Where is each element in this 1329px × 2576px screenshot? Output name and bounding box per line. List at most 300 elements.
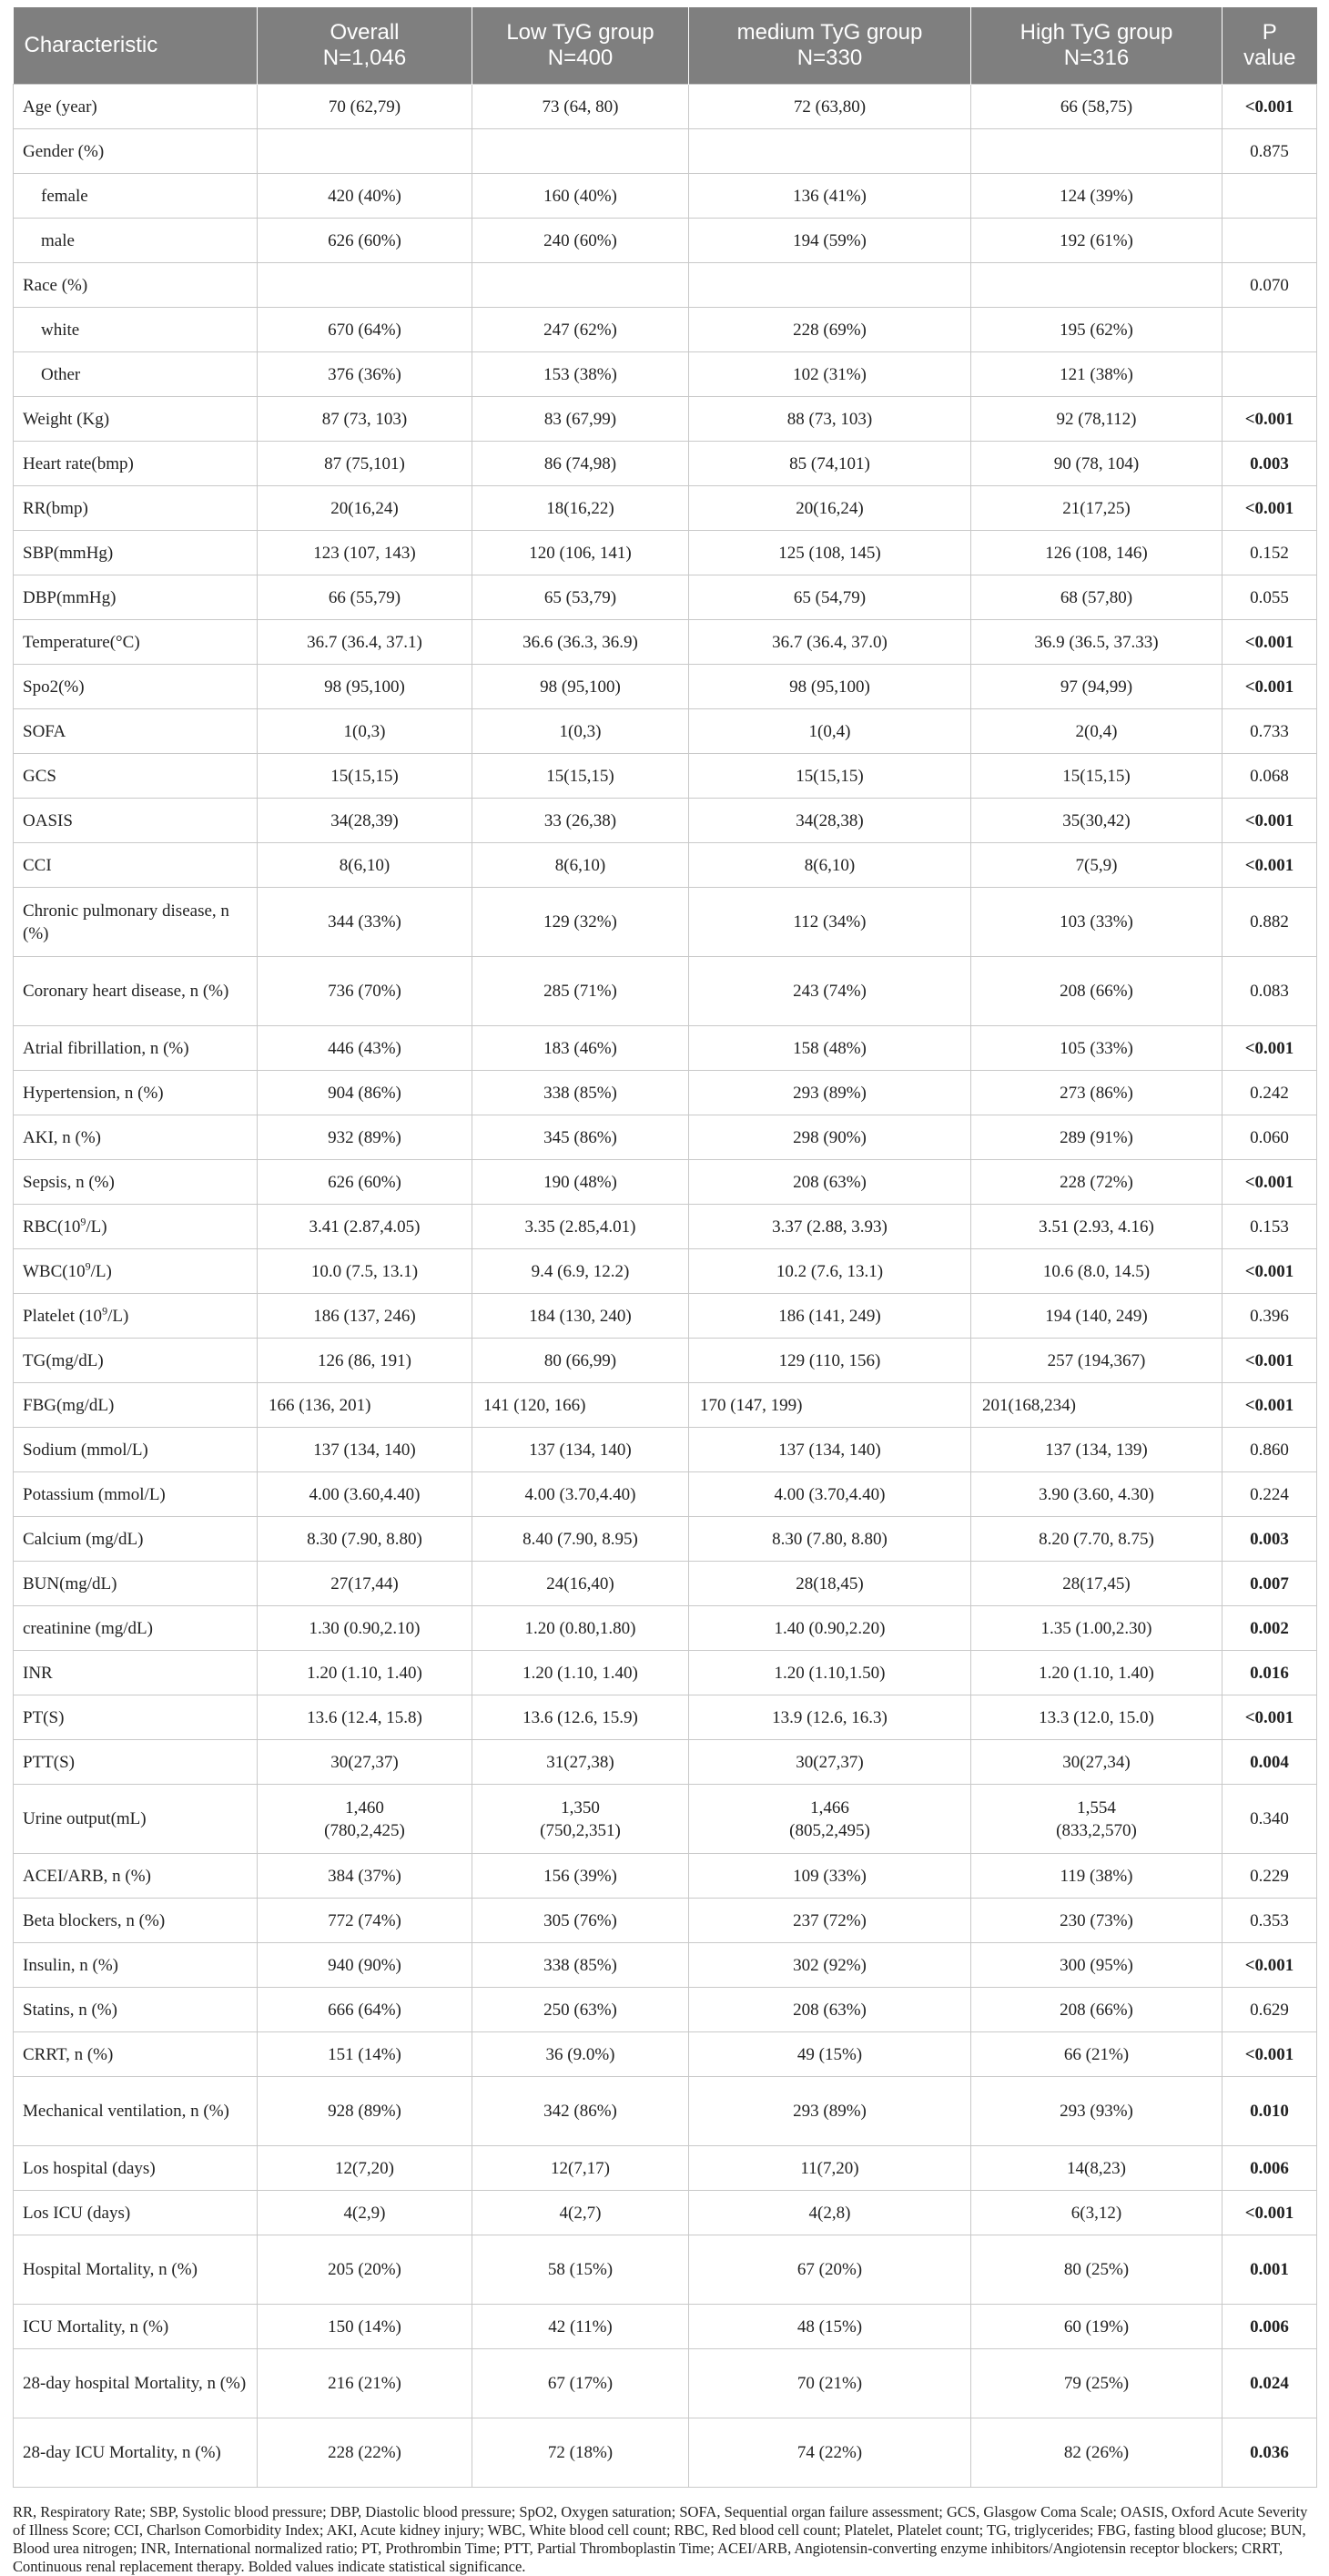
cell-value: 36.9 (36.5, 37.33) [971, 620, 1222, 665]
cell-value: 123 (107, 143) [258, 531, 472, 575]
cell-value: 186 (137, 246) [258, 1294, 472, 1339]
p-value-cell: <0.001 [1222, 486, 1317, 531]
table-row [14, 1562, 1317, 1606]
p-value-cell: <0.001 [1222, 665, 1317, 709]
cell-value: 736 (70%) [258, 957, 472, 1026]
table-row [14, 1383, 1317, 1428]
cell-value: 30(27,34) [971, 1740, 1222, 1785]
cell-value: 30(27,37) [689, 1740, 971, 1785]
cell-value: 109 (33%) [689, 1854, 971, 1899]
row-label: female [14, 174, 258, 219]
row-label: PTT(S) [14, 1740, 258, 1785]
cell-value: 67 (20%) [689, 2235, 971, 2305]
cell-value: 2(0,4) [971, 709, 1222, 754]
row-label: Insulin, n (%) [14, 1943, 258, 1988]
table-row [14, 1988, 1317, 2032]
cell-value: 8.20 (7.70, 8.75) [971, 1517, 1222, 1562]
row-label: CCI [14, 843, 258, 888]
cell-value: 345 (86%) [472, 1115, 689, 1160]
cell-value: 79 (25%) [971, 2349, 1222, 2418]
cell-value: 216 (21%) [258, 2349, 472, 2418]
cell-value: 1(0,3) [258, 709, 472, 754]
cell-value: 80 (66,99) [472, 1339, 689, 1383]
table-row [14, 888, 1317, 957]
cell-value: 87 (75,101) [258, 442, 472, 486]
cell-value: 4(2,9) [258, 2191, 472, 2235]
cell-value: 80 (25%) [971, 2235, 1222, 2305]
row-label: GCS [14, 754, 258, 799]
p-value-cell: 0.153 [1222, 1205, 1317, 1249]
row-label: AKI, n (%) [14, 1115, 258, 1160]
cell-value: 338 (85%) [472, 1071, 689, 1115]
row-label: Atrial fibrillation, n (%) [14, 1026, 258, 1071]
cell-value: 208 (66%) [971, 1988, 1222, 2032]
row-label: Hypertension, n (%) [14, 1071, 258, 1115]
table-row [14, 1695, 1317, 1740]
cell-value: 70 (62,79) [258, 85, 472, 129]
p-value-cell: 0.224 [1222, 1472, 1317, 1517]
row-label: Mechanical ventilation, n (%) [14, 2077, 258, 2146]
cell-value: 125 (108, 145) [689, 531, 971, 575]
p-value-cell [1222, 219, 1317, 263]
row-label: BUN(mg/dL) [14, 1562, 258, 1606]
p-value-cell: 0.152 [1222, 531, 1317, 575]
row-label: Coronary heart disease, n (%) [14, 957, 258, 1026]
cell-value: 119 (38%) [971, 1854, 1222, 1899]
cell-value: 1.35 (1.00,2.30) [971, 1606, 1222, 1651]
table-row [14, 1651, 1317, 1695]
cell-value: 201(168,234) [971, 1383, 1222, 1428]
header-high-tyg: High TyG group N=316 [971, 7, 1222, 85]
table-row [14, 2146, 1317, 2191]
cell-value: 4(2,7) [472, 2191, 689, 2235]
table-footnote: RR, Respiratory Rate; SBP, Systolic blood pressure; DBP, Diastolic blood pressure; SpO2, Oxygen saturation; SOFA, Sequential organ failure assessment; GCS, Glasgow Coma Scale; OASIS, Oxford Acute Severity of Illness Score; CCI, Charlson Comorbidity Index; AKI, Acute kidney injury; WBC, White blood cell count; RBC, Red blood cell count; Platelet, Platelet count; TG, triglycerides; FBG, fasting blood glucose; BUN, Blood urea nitrogen; INR, International normalized ratio; PT, Prothrombin Time; PTT, Partial Thromboplastin Time; ACEI/ARB, Angiotensin-converting enzyme inhibitors/Angiotensin receptor blockers; CRRT, Continuous renal replacement therapy. Bolded values indicate statistical significance. [13, 2503, 1308, 2575]
cell-value: 65 (53,79) [472, 575, 689, 620]
p-value-cell: 0.016 [1222, 1651, 1317, 1695]
cell-value: 36.7 (36.4, 37.0) [689, 620, 971, 665]
cell-value: 126 (86, 191) [258, 1339, 472, 1383]
cell-value: 10.2 (7.6, 13.1) [689, 1249, 971, 1294]
p-value-cell: 0.083 [1222, 957, 1317, 1026]
row-label: Chronic pulmonary disease, n (%) [14, 888, 258, 957]
cell-value: 192 (61%) [971, 219, 1222, 263]
table-row [14, 1740, 1317, 1785]
cell-value: 305 (76%) [472, 1899, 689, 1943]
table-row [14, 2032, 1317, 2077]
cell-value: 205 (20%) [258, 2235, 472, 2305]
table-row [14, 352, 1317, 397]
cell-value: 904 (86%) [258, 1071, 472, 1115]
p-value-cell: 0.002 [1222, 1606, 1317, 1651]
cell-value [258, 263, 472, 308]
table-row [14, 1428, 1317, 1472]
p-value-cell [1222, 352, 1317, 397]
cell-value: 60 (19%) [971, 2305, 1222, 2349]
p-value-cell: 0.860 [1222, 1428, 1317, 1472]
row-label: CRRT, n (%) [14, 2032, 258, 2077]
row-label: Urine output(mL) [14, 1785, 258, 1854]
p-value-cell: 0.060 [1222, 1115, 1317, 1160]
cell-value: 87 (73, 103) [258, 397, 472, 442]
table-row [14, 2191, 1317, 2235]
row-label: OASIS [14, 799, 258, 843]
cell-value: 72 (18%) [472, 2418, 689, 2488]
cell-value: 151 (14%) [258, 2032, 472, 2077]
cell-value: 160 (40%) [472, 174, 689, 219]
cell-value: 13.6 (12.6, 15.9) [472, 1695, 689, 1740]
cell-value: 626 (60%) [258, 219, 472, 263]
p-value-cell: <0.001 [1222, 1249, 1317, 1294]
cell-value: 4(2,8) [689, 2191, 971, 2235]
cell-value: 67 (17%) [472, 2349, 689, 2418]
table-row [14, 1943, 1317, 1988]
baseline-characteristics-table [13, 7, 1316, 2488]
cell-value: 8(6,10) [472, 843, 689, 888]
cell-value: 129 (32%) [472, 888, 689, 957]
cell-value: 4.00 (3.70,4.40) [472, 1472, 689, 1517]
cell-value: 20(16,24) [689, 486, 971, 531]
cell-value: 18(16,22) [472, 486, 689, 531]
row-label: creatinine (mg/dL) [14, 1606, 258, 1651]
cell-value: 97 (94,99) [971, 665, 1222, 709]
cell-value: 1.30 (0.90,2.10) [258, 1606, 472, 1651]
row-label: FBG(mg/dL) [14, 1383, 258, 1428]
row-label: INR [14, 1651, 258, 1695]
table-row [14, 1606, 1317, 1651]
row-label: Sodium (mmol/L) [14, 1428, 258, 1472]
cell-value: 228 (69%) [689, 308, 971, 352]
row-label: Statins, n (%) [14, 1988, 258, 2032]
cell-value: 68 (57,80) [971, 575, 1222, 620]
p-value-cell [1222, 308, 1317, 352]
cell-value: 8(6,10) [258, 843, 472, 888]
table-row [14, 2305, 1317, 2349]
row-label: Los hospital (days) [14, 2146, 258, 2191]
row-label: ACEI/ARB, n (%) [14, 1854, 258, 1899]
cell-value: 237 (72%) [689, 1899, 971, 1943]
table-row [14, 397, 1317, 442]
cell-value: 58 (15%) [472, 2235, 689, 2305]
cell-value: 289 (91%) [971, 1115, 1222, 1160]
row-label: ICU Mortality, n (%) [14, 2305, 258, 2349]
row-label: Race (%) [14, 263, 258, 308]
cell-value: 1,350 (750,2,351) [472, 1785, 689, 1854]
cell-value: 137 (134, 139) [971, 1428, 1222, 1472]
row-label: Age (year) [14, 85, 258, 129]
cell-value: 83 (67,99) [472, 397, 689, 442]
cell-value: 8.30 (7.80, 8.80) [689, 1517, 971, 1562]
cell-value: 940 (90%) [258, 1943, 472, 1988]
cell-value: 4.00 (3.70,4.40) [689, 1472, 971, 1517]
table-row [14, 1294, 1317, 1339]
p-value-cell [1222, 174, 1317, 219]
cell-value: 34(28,39) [258, 799, 472, 843]
cell-value: 137 (134, 140) [472, 1428, 689, 1472]
cell-value: 626 (60%) [258, 1160, 472, 1205]
cell-value: 300 (95%) [971, 1943, 1222, 1988]
cell-value: 293 (89%) [689, 1071, 971, 1115]
cell-value: 42 (11%) [472, 2305, 689, 2349]
p-value-cell: <0.001 [1222, 843, 1317, 888]
cell-value: 928 (89%) [258, 2077, 472, 2146]
table-row [14, 174, 1317, 219]
cell-value: 72 (63,80) [689, 85, 971, 129]
p-value-cell: <0.001 [1222, 85, 1317, 129]
cell-value: 420 (40%) [258, 174, 472, 219]
header-low-tyg: Low TyG group N=400 [472, 7, 689, 85]
cell-value: 376 (36%) [258, 352, 472, 397]
cell-value: 34(28,38) [689, 799, 971, 843]
cell-value: 28(17,45) [971, 1562, 1222, 1606]
cell-value: 257 (194,367) [971, 1339, 1222, 1383]
p-value-cell: 0.629 [1222, 1988, 1317, 2032]
row-label: Weight (Kg) [14, 397, 258, 442]
row-label: 28-day ICU Mortality, n (%) [14, 2418, 258, 2488]
cell-value: 208 (63%) [689, 1988, 971, 2032]
cell-value: 772 (74%) [258, 1899, 472, 1943]
table-row [14, 957, 1317, 1026]
cell-value: 15(15,15) [258, 754, 472, 799]
cell-value: 20(16,24) [258, 486, 472, 531]
table-row [14, 263, 1317, 308]
table-row [14, 1115, 1317, 1160]
cell-value [971, 129, 1222, 174]
cell-value: 136 (41%) [689, 174, 971, 219]
header-row [14, 7, 1317, 85]
cell-value: 13.3 (12.0, 15.0) [971, 1695, 1222, 1740]
row-label: Calcium (mg/dL) [14, 1517, 258, 1562]
cell-value: 15(15,15) [689, 754, 971, 799]
cell-value: 208 (66%) [971, 957, 1222, 1026]
p-value-cell: <0.001 [1222, 1026, 1317, 1071]
cell-value: 158 (48%) [689, 1026, 971, 1071]
cell-value: 3.90 (3.60, 4.30) [971, 1472, 1222, 1517]
table-row [14, 575, 1317, 620]
cell-value: 195 (62%) [971, 308, 1222, 352]
cell-value: 273 (86%) [971, 1071, 1222, 1115]
row-label: Hospital Mortality, n (%) [14, 2235, 258, 2305]
cell-value: 342 (86%) [472, 2077, 689, 2146]
cell-value: 3.51 (2.93, 4.16) [971, 1205, 1222, 1249]
cell-value: 12(7,20) [258, 2146, 472, 2191]
table-row [14, 1205, 1317, 1249]
row-label: Beta blockers, n (%) [14, 1899, 258, 1943]
p-value-cell: <0.001 [1222, 2191, 1317, 2235]
cell-value: 1.20 (1.10, 1.40) [971, 1651, 1222, 1695]
cell-value: 1(0,4) [689, 709, 971, 754]
cell-value: 194 (59%) [689, 219, 971, 263]
cell-value: 15(15,15) [472, 754, 689, 799]
p-value-cell: 0.007 [1222, 1562, 1317, 1606]
cell-value: 105 (33%) [971, 1026, 1222, 1071]
cell-value: 8(6,10) [689, 843, 971, 888]
cell-value: 298 (90%) [689, 1115, 971, 1160]
p-value-cell: <0.001 [1222, 799, 1317, 843]
p-value-cell: 0.875 [1222, 129, 1317, 174]
table-row [14, 665, 1317, 709]
p-value-cell: 0.070 [1222, 263, 1317, 308]
cell-value: 666 (64%) [258, 1988, 472, 2032]
table-row [14, 754, 1317, 799]
cell-value: 28(18,45) [689, 1562, 971, 1606]
cell-value: 90 (78, 104) [971, 442, 1222, 486]
cell-value: 240 (60%) [472, 219, 689, 263]
table-row [14, 620, 1317, 665]
cell-value: 36.6 (36.3, 36.9) [472, 620, 689, 665]
table-row [14, 2349, 1317, 2418]
row-label: Gender (%) [14, 129, 258, 174]
row-label: white [14, 308, 258, 352]
cell-value: 141 (120, 166) [472, 1383, 689, 1428]
cell-value: 49 (15%) [689, 2032, 971, 2077]
p-value-cell: 0.006 [1222, 2305, 1317, 2349]
table-row [14, 1472, 1317, 1517]
cell-value: 98 (95,100) [258, 665, 472, 709]
table-row [14, 1517, 1317, 1562]
cell-value: 103 (33%) [971, 888, 1222, 957]
cell-value: 124 (39%) [971, 174, 1222, 219]
table-row [14, 1160, 1317, 1205]
table-row [14, 1899, 1317, 1943]
table-row [14, 1026, 1317, 1071]
cell-value: 293 (89%) [689, 2077, 971, 2146]
data-table [13, 7, 1317, 2488]
row-label: Heart rate(bmp) [14, 442, 258, 486]
row-label: RR(bmp) [14, 486, 258, 531]
p-value-cell: 0.396 [1222, 1294, 1317, 1339]
row-label: Temperature(°C) [14, 620, 258, 665]
cell-value: 48 (15%) [689, 2305, 971, 2349]
p-value-cell: 0.055 [1222, 575, 1317, 620]
row-label: Spo2(%) [14, 665, 258, 709]
row-label: DBP(mmHg) [14, 575, 258, 620]
p-value-cell: 0.003 [1222, 442, 1317, 486]
p-value-cell: 0.229 [1222, 1854, 1317, 1899]
table-row [14, 1071, 1317, 1115]
cell-value: 14(8,23) [971, 2146, 1222, 2191]
cell-value [689, 129, 971, 174]
table-row [14, 219, 1317, 263]
cell-value: 70 (21%) [689, 2349, 971, 2418]
cell-value: 92 (78,112) [971, 397, 1222, 442]
cell-value: 228 (72%) [971, 1160, 1222, 1205]
p-value-cell: 0.733 [1222, 709, 1317, 754]
cell-value: 670 (64%) [258, 308, 472, 352]
cell-value: 13.9 (12.6, 16.3) [689, 1695, 971, 1740]
p-value-cell: 0.001 [1222, 2235, 1317, 2305]
cell-value: 12(7,17) [472, 2146, 689, 2191]
header-overall: Overall N=1,046 [258, 7, 472, 85]
cell-value: 74 (22%) [689, 2418, 971, 2488]
cell-value: 121 (38%) [971, 352, 1222, 397]
p-value-cell: <0.001 [1222, 2032, 1317, 2077]
cell-value: 98 (95,100) [689, 665, 971, 709]
cell-value: 8.30 (7.90, 8.80) [258, 1517, 472, 1562]
table-row [14, 2235, 1317, 2305]
p-value-cell: 0.340 [1222, 1785, 1317, 1854]
cell-value: 247 (62%) [472, 308, 689, 352]
table-row [14, 486, 1317, 531]
p-value-cell: 0.882 [1222, 888, 1317, 957]
table-row [14, 2418, 1317, 2488]
cell-value [971, 263, 1222, 308]
cell-value: 194 (140, 249) [971, 1294, 1222, 1339]
cell-value: 21(17,25) [971, 486, 1222, 531]
cell-value: 129 (110, 156) [689, 1339, 971, 1383]
cell-value: 137 (134, 140) [258, 1428, 472, 1472]
table-row [14, 1249, 1317, 1294]
cell-value: 10.6 (8.0, 14.5) [971, 1249, 1222, 1294]
cell-value: 73 (64, 80) [472, 85, 689, 129]
table-row [14, 843, 1317, 888]
cell-value: 243 (74%) [689, 957, 971, 1026]
table-row [14, 2077, 1317, 2146]
cell-value: 15(15,15) [971, 754, 1222, 799]
cell-value: 156 (39%) [472, 1854, 689, 1899]
cell-value: 285 (71%) [472, 957, 689, 1026]
row-label: $WBC(10^9/L)$ [14, 1249, 258, 1294]
table-row [14, 1785, 1317, 1854]
cell-value: 6(3,12) [971, 2191, 1222, 2235]
row-label: 28-day hospital Mortality, n (%) [14, 2349, 258, 2418]
header-p-value: P value [1222, 7, 1317, 85]
row-label: Other [14, 352, 258, 397]
cell-value: 36.7 (36.4, 37.1) [258, 620, 472, 665]
row-label: Platelet $(10^9/L)$ [14, 1294, 258, 1339]
cell-value [472, 263, 689, 308]
cell-value: 1,466 (805,2,495) [689, 1785, 971, 1854]
cell-value: 230 (73%) [971, 1899, 1222, 1943]
cell-value: 66 (55,79) [258, 575, 472, 620]
cell-value: 3.37 (2.88, 3.93) [689, 1205, 971, 1249]
p-value-cell: <0.001 [1222, 1943, 1317, 1988]
cell-value: 183 (46%) [472, 1026, 689, 1071]
cell-value: 3.41 (2.87,4.05) [258, 1205, 472, 1249]
cell-value: 36 (9.0%) [472, 2032, 689, 2077]
cell-value: 338 (85%) [472, 1943, 689, 1988]
cell-value: 1,554 (833,2,570) [971, 1785, 1222, 1854]
table-row [14, 799, 1317, 843]
header-characteristic: Characteristic [14, 7, 258, 85]
row-label: SBP(mmHg) [14, 531, 258, 575]
cell-value: 166 (136, 201) [258, 1383, 472, 1428]
cell-value: 137 (134, 140) [689, 1428, 971, 1472]
cell-value: 344 (33%) [258, 888, 472, 957]
p-value-cell: 0.006 [1222, 2146, 1317, 2191]
row-label: male [14, 219, 258, 263]
cell-value: 170 (147, 199) [689, 1383, 971, 1428]
table-row [14, 709, 1317, 754]
header-medium-tyg: medium TyG group N=330 [689, 7, 971, 85]
cell-value: 120 (106, 141) [472, 531, 689, 575]
cell-value: 27(17,44) [258, 1562, 472, 1606]
p-value-cell: <0.001 [1222, 1695, 1317, 1740]
cell-value: 150 (14%) [258, 2305, 472, 2349]
p-value-cell: <0.001 [1222, 1160, 1317, 1205]
p-value-cell: 0.004 [1222, 1740, 1317, 1785]
cell-value: 10.0 (7.5, 13.1) [258, 1249, 472, 1294]
cell-value: 112 (34%) [689, 888, 971, 957]
p-value-cell: 0.036 [1222, 2418, 1317, 2488]
cell-value: 13.6 (12.4, 15.8) [258, 1695, 472, 1740]
row-label: PT(S) [14, 1695, 258, 1740]
cell-value: 88 (73, 103) [689, 397, 971, 442]
cell-value: 8.40 (7.90, 8.95) [472, 1517, 689, 1562]
cell-value: 1.40 (0.90,2.20) [689, 1606, 971, 1651]
cell-value: 190 (48%) [472, 1160, 689, 1205]
p-value-cell: 0.024 [1222, 2349, 1317, 2418]
p-value-cell: 0.353 [1222, 1899, 1317, 1943]
